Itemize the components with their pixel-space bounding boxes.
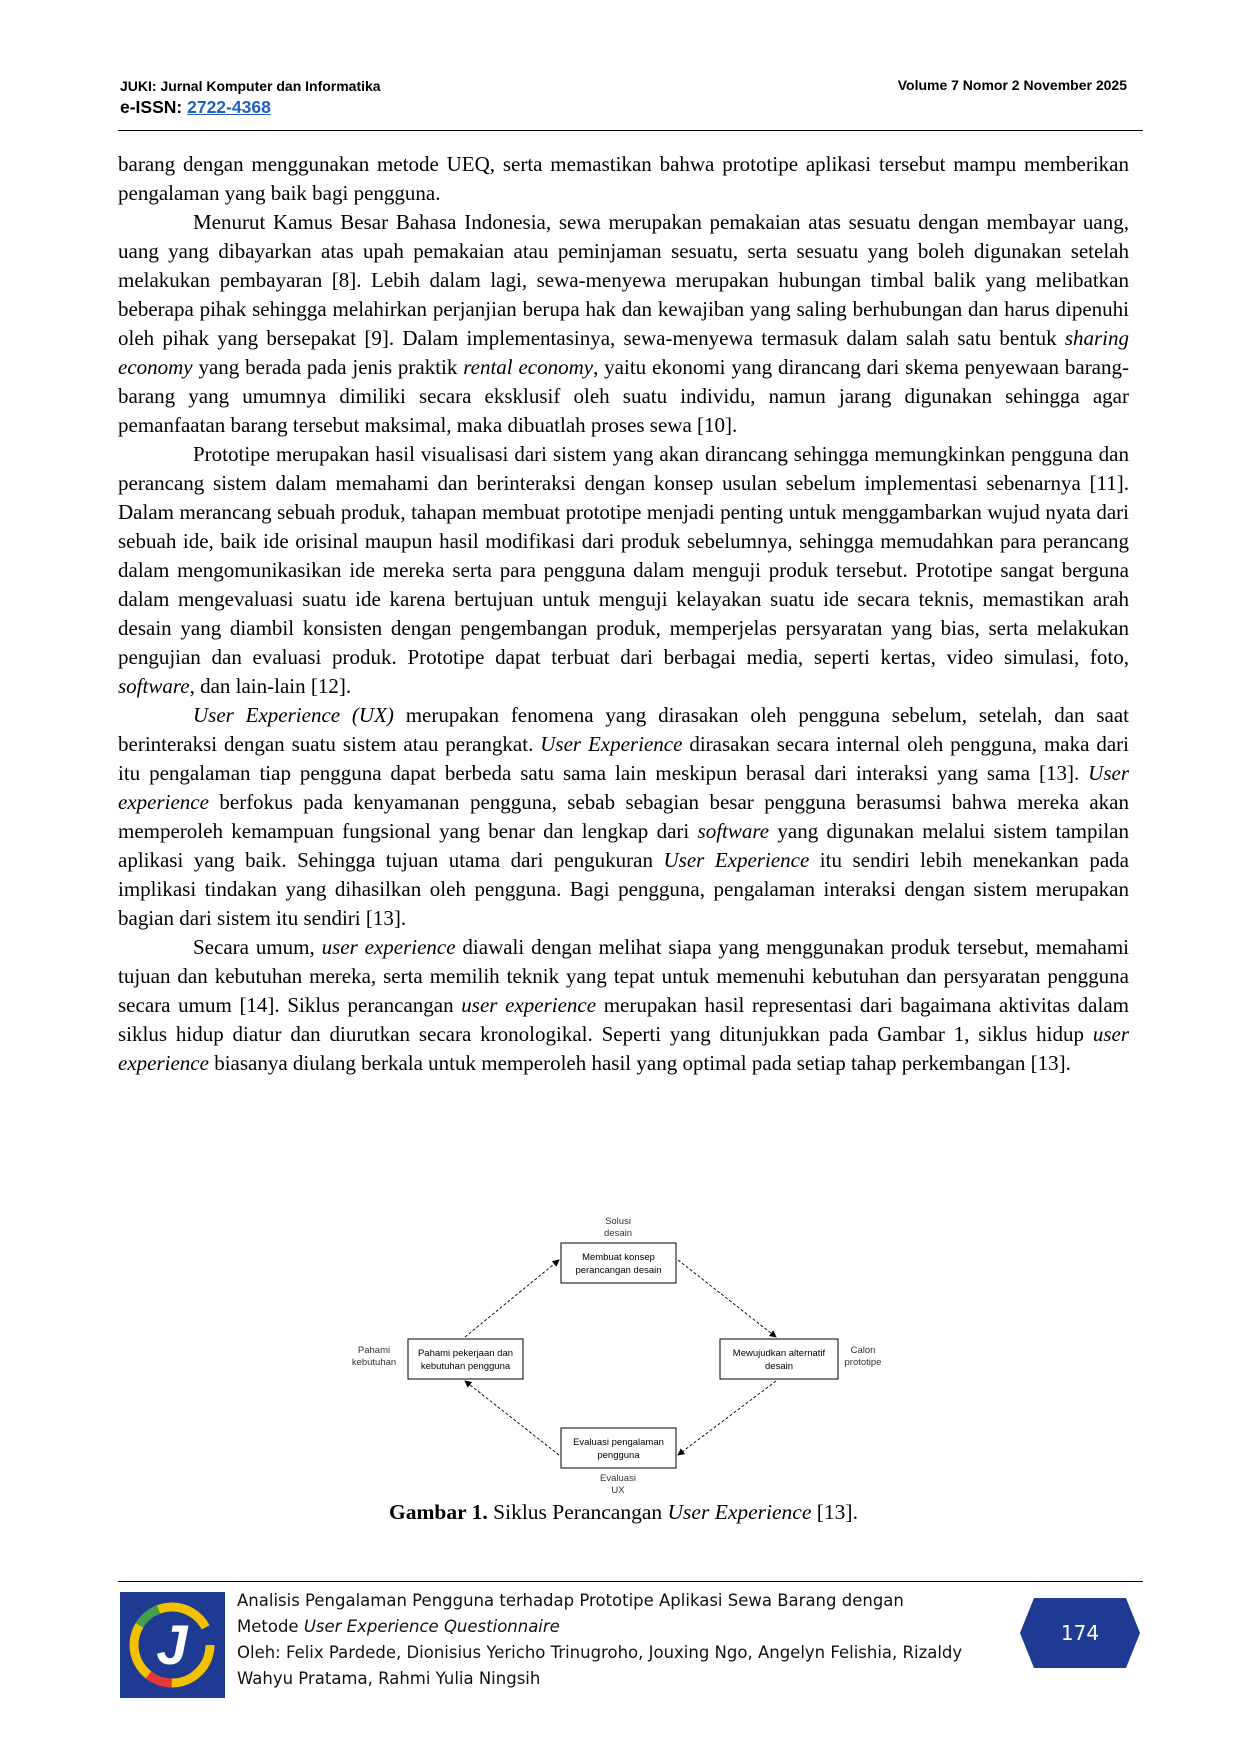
text-run: barang dengan menggunakan metode UEQ, serta memastikan bahwa prototipe aplikasi tersebut mampu memberikan pengalaman yang baik bagi pengguna. xyxy=(118,152,1129,205)
italic-run: user experience xyxy=(118,1022,1129,1075)
footer-title-line-2: Metode User Experience Questionnaire xyxy=(237,1617,560,1636)
top-label-2: desain xyxy=(604,1228,632,1239)
text-run: , yaitu ekonomi yang dirancang dari skema penyewaan barang-barang yang umumnya dimiliki secara eksklusif oleh suatu individu, namun jarang digunakan sehingga agar pemanfaatan barang tersebut maksimal, maka dibuatlah proses sewa [10]. xyxy=(118,355,1129,437)
top-label-1: Solusi xyxy=(605,1216,631,1227)
issn-label: e-ISSN: xyxy=(120,97,188,117)
paragraph xyxy=(118,933,1129,1078)
body-text xyxy=(118,150,1129,1078)
volume-info: Volume 7 Nomor 2 November 2025 xyxy=(897,77,1127,93)
bottom-label-1: Evaluasi xyxy=(600,1473,636,1484)
caption-italic: User Experience xyxy=(667,1500,812,1524)
paragraph xyxy=(118,440,1129,701)
italic-run: user experience xyxy=(321,935,456,959)
footer-authors-line-1: Oleh: Felix Pardede, Dionisius Yericho Trinugroho, Jouxing Ngo, Angelyn Felishia, Rizaldy xyxy=(237,1643,963,1662)
issn-line xyxy=(120,96,381,118)
italic-run: sharing economy xyxy=(118,326,1129,379)
issn-link[interactable]: 2722-4368 xyxy=(187,97,271,117)
text-run: biasanya diulang berkala untuk memperoleh hasil yang optimal pada setiap tahap perkembangan [13]. xyxy=(208,1051,1071,1075)
box-left-text-2: kebutuhan pengguna xyxy=(420,1361,511,1372)
box-right xyxy=(720,1339,838,1379)
box-left-text-1: Pahami pekerjaan dan xyxy=(417,1348,514,1359)
journal-title: JUKI: Jurnal Komputer dan Informatika xyxy=(120,78,381,94)
italic-run: rental economy xyxy=(463,355,594,379)
italic-run: User Experience xyxy=(540,732,683,756)
box-right-text-2: desain xyxy=(765,1361,793,1372)
text-run: merupakan fenomena yang dirasakan oleh pengguna sebelum, setelah, dan saat berinteraksi dengan suatu sistem atau perangkat. xyxy=(118,703,1129,756)
box-top-text-2: perancangan desain xyxy=(575,1265,662,1276)
text-run: Menurut Kamus Besar Bahasa Indonesia, sewa merupakan pemakaian atas sesuatu dengan membayar uang, uang yang dibayarkan atas upah pemakaian atau peminjaman sesuatu, serta sesuatu yang boleh digunakan setelah melakukan pembayaran [8]. Lebih dalam lagi, sewa-menyewa merupakan hubungan timbal balik yang melibatkan beberapa pihak sehingga melahirkan perjanjian berupa hak dan kewajiban yang saling berhubungan dan harus dipenuhi oleh pihak yang bersepakat [9]. Dalam implementasinya, sewa-menyewa termasuk dalam salah satu bentuk xyxy=(118,210,1129,350)
text-run: yang berada pada jenis praktik xyxy=(192,355,464,379)
page-number: 174 xyxy=(1060,1621,1100,1645)
text-run: Prototipe merupakan hasil visualisasi dari sistem yang akan dirancang sehingga memungkinkan pengguna dan perancang sistem dalam memahami dan berinteraksi dengan konsep usulan sebelum implementasi sebenarnya [11]. Dalam merancang sebuah produk, tahapan membuat prototipe menjadi penting untuk menggambarkan wujud nyata dari sebuah ide, baik ide orisinal maupun hasil modifikasi dari produk sebelumnya, sehingga memudahkan para perancang dalam mengomunikasikan ide mereka serta para pengguna dalam menguji produk tersebut. Prototipe sangat berguna dalam mengevaluasi suatu ide karena bertujuan untuk menguji kelayakan suatu ide secara teknis, memastikan arah desain yang diambil konsisten dengan pengembangan produk, memperjelas persyaratan yang bias, serta melakukan pengujian dan evaluasi produk. Prototipe dapat terbuat dari berbagai media, seperti kertas, video simulasi, foto, xyxy=(118,442,1129,669)
italic-run: software xyxy=(697,819,770,843)
italic-run: software xyxy=(118,674,190,698)
right-label-2: prototipe xyxy=(844,1357,882,1368)
bottom-label-2: UX xyxy=(611,1485,625,1496)
arrow-top-to-right xyxy=(678,1260,776,1337)
text-run: dirasakan secara internal oleh pengguna, maka dari itu pengalaman tiap pengguna dapat berbeda satu sama lain meskipun berasal dari interaksi yang sama [13]. xyxy=(118,732,1129,785)
paragraph xyxy=(118,150,1129,208)
paragraph xyxy=(118,701,1129,933)
figure-caption xyxy=(118,1500,1129,1525)
right-label-1: Calon xyxy=(850,1345,876,1356)
footer-article-info xyxy=(237,1588,1007,1692)
box-right-text-1: Mewujudkan alternatif xyxy=(732,1348,826,1359)
box-bottom xyxy=(561,1428,676,1468)
italic-run: user experience xyxy=(461,993,597,1017)
caption-label: Gambar 1. xyxy=(389,1500,488,1524)
left-label-2: kebutuhan xyxy=(351,1357,397,1368)
logo-letter: J xyxy=(156,1613,188,1676)
text-run: itu sendiri lebih menekankan pada implikasi tindakan yang dihasilkan oleh pengguna. Bagi pengguna, pengalaman interaksi dengan sistem merupakan bagian dari sistem itu sendiri [13]. xyxy=(118,848,1129,930)
footer-title-italic: User Experience Questionnaire xyxy=(303,1617,560,1636)
arrow-left-to-top xyxy=(465,1260,559,1337)
italic-run: User Experience (UX) xyxy=(193,703,394,727)
left-label-1: Pahami xyxy=(357,1345,391,1356)
text-run: merupakan hasil representasi dari bagaimana aktivitas dalam siklus hidup diatur dan diurutkan secara kronologikal. Seperti yang ditunjukkan pada Gambar 1, siklus hidup xyxy=(118,993,1129,1046)
ux-cycle-diagram xyxy=(340,1215,900,1497)
caption-ref: [13]. xyxy=(811,1500,858,1524)
caption-text: Siklus Perancangan xyxy=(487,1500,668,1524)
box-bottom-text-2: pengguna xyxy=(597,1450,640,1461)
footer-authors-line-2: Wahyu Pratama, Rahmi Yulia Ningsih xyxy=(237,1669,541,1688)
journal-logo xyxy=(120,1592,225,1698)
page-number-badge xyxy=(1020,1598,1140,1668)
text-run: , dan lain-lain [12]. xyxy=(189,674,352,698)
arrow-right-to-bottom xyxy=(678,1381,776,1455)
footer-rule xyxy=(118,1581,1143,1582)
box-bottom-text-1: Evaluasi pengalaman xyxy=(573,1437,664,1448)
header-rule xyxy=(118,130,1143,131)
box-top-text-1: Membuat konsep xyxy=(582,1252,655,1263)
italic-run: User experience xyxy=(118,761,1129,814)
italic-run: User Experience xyxy=(663,848,810,872)
box-left xyxy=(408,1339,523,1379)
text-run: berfokus pada kenyamanan pengguna, sebab sebagian besar pengguna berasumsi bahwa mereka akan memperoleh kemampuan fungsional yang benar dan lengkap dari xyxy=(118,790,1129,843)
journal-header xyxy=(120,77,381,118)
arrow-bottom-to-left xyxy=(465,1381,559,1455)
box-top xyxy=(561,1243,676,1283)
paragraph xyxy=(118,208,1129,440)
footer-title-line-1: Analisis Pengalaman Pengguna terhadap Prototipe Aplikasi Sewa Barang dengan xyxy=(237,1591,904,1610)
text-run: diawali dengan melihat siapa yang menggunakan produk tersebut, memahami tujuan dan kebutuhan mereka, serta memilih teknik yang tepat untuk memenuhi kebutuhan dan persyaratan pengguna secara umum [14]. Siklus perancangan xyxy=(118,935,1130,1017)
text-run: yang digunakan melalui sistem tampilan aplikasi yang baik. Sehingga tujuan utama dari pengukuran xyxy=(118,819,1129,872)
text-run: Secara umum, xyxy=(193,935,322,959)
